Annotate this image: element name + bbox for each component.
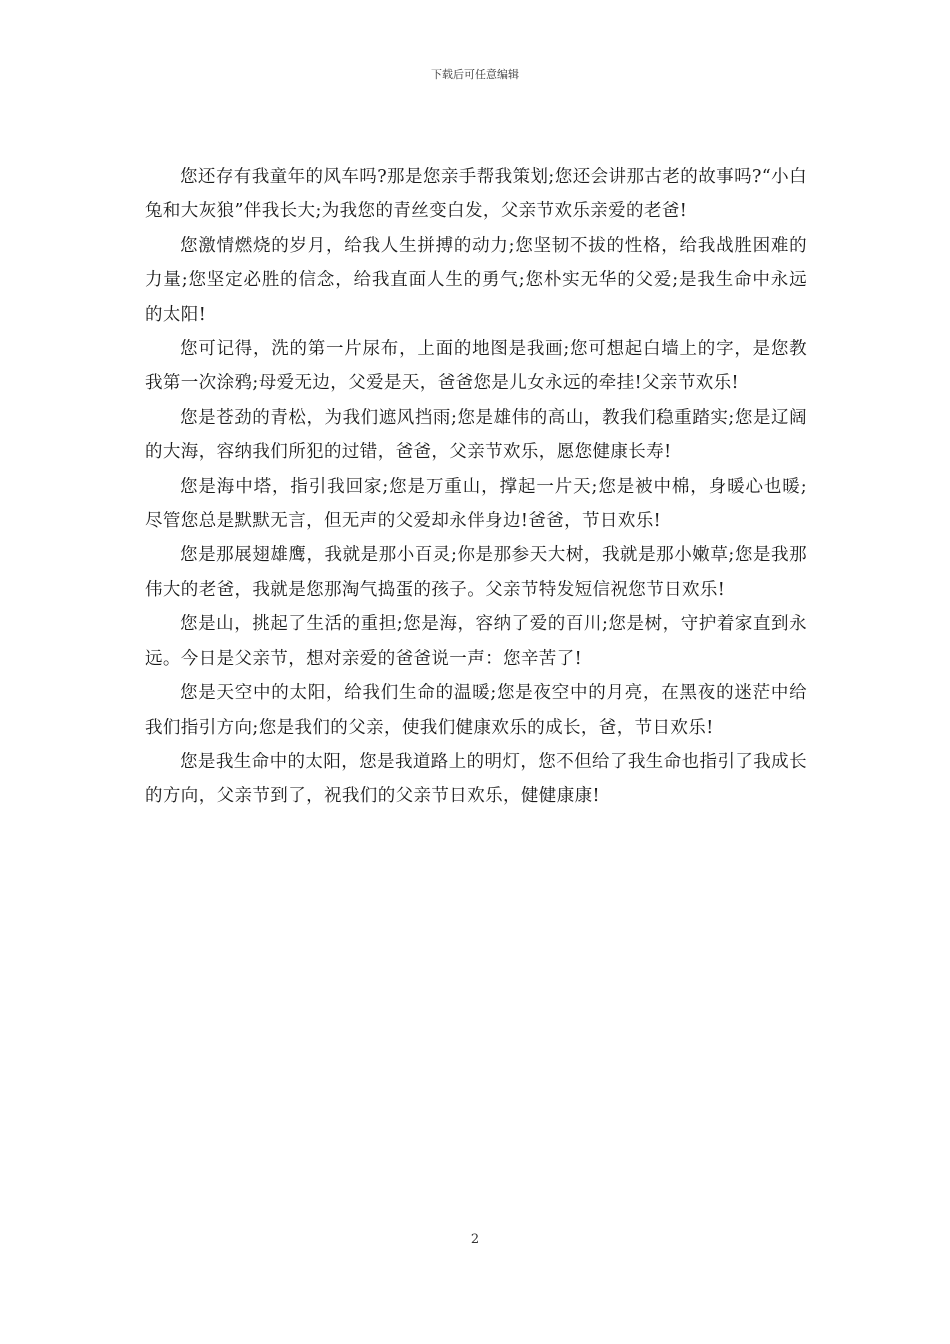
paragraph: 您可记得，洗的第一片尿布，上面的地图是我画;您可想起白墙上的字，是您教我第一次涂鸦;母爱无边，父爱是天，爸爸您是儿女永远的牵挂!父亲节欢乐!: [145, 339, 807, 394]
paragraph: 您激情燃烧的岁月，给我人生拼搏的动力;您坚韧不拔的性格，给我战胜困难的力量;您坚定必胜的信念，给我直面人生的勇气;您朴实无华的父爱;是我生命中永远的太阳!: [145, 235, 807, 325]
paragraph: 您是苍劲的青松，为我们遮风挡雨;您是雄伟的高山，教我们稳重踏实;您是辽阔的大海，容纳我们所犯的过错，爸爸，父亲节欢乐，愿您健康长寿!: [145, 407, 807, 463]
paragraph: 您还存有我童年的风车吗?那是您亲手帮我策划;您还会讲那古老的故事吗?“小白兔和大灰狼”伴我长大;为我您的青丝变白发，父亲节欢乐亲爱的老爸!: [145, 167, 807, 222]
paragraph: 您是天空中的太阳，给我们生命的温暖;您是夜空中的月亮，在黑夜的迷茫中给我们指引方向;您是我们的父亲，使我们健康欢乐的成长，爸，节日欢乐!: [145, 683, 807, 738]
document-body: [145, 160, 807, 814]
page-header: 下载后可任意编辑: [431, 68, 519, 81]
page-number: 2: [470, 1232, 480, 1247]
paragraph: 您是山，挑起了生活的重担;您是海，容纳了爱的百川;您是树，守护着家直到永远。今日是父亲节，想对亲爱的爸爸说一声：您辛苦了!: [145, 614, 807, 669]
paragraph: 您是我生命中的太阳，您是我道路上的明灯，您不但给了我生命也指引了我成长的方向，父亲节到了，祝我们的父亲节日欢乐，健健康康!: [145, 751, 807, 807]
paragraph: 您是海中塔，指引我回家;您是万重山，撑起一片天;您是被中棉，身暖心也暖;尽管您总是默默无言，但无声的父爱却永伴身边!爸爸，节日欢乐!: [145, 476, 807, 532]
paragraph: 您是那展翅雄鹰，我就是那小百灵;你是那参天大树，我就是那小嫩草;您是我那伟大的老爸，我就是您那淘气捣蛋的孩子。父亲节特发短信祝您节日欢乐!: [145, 545, 807, 600]
